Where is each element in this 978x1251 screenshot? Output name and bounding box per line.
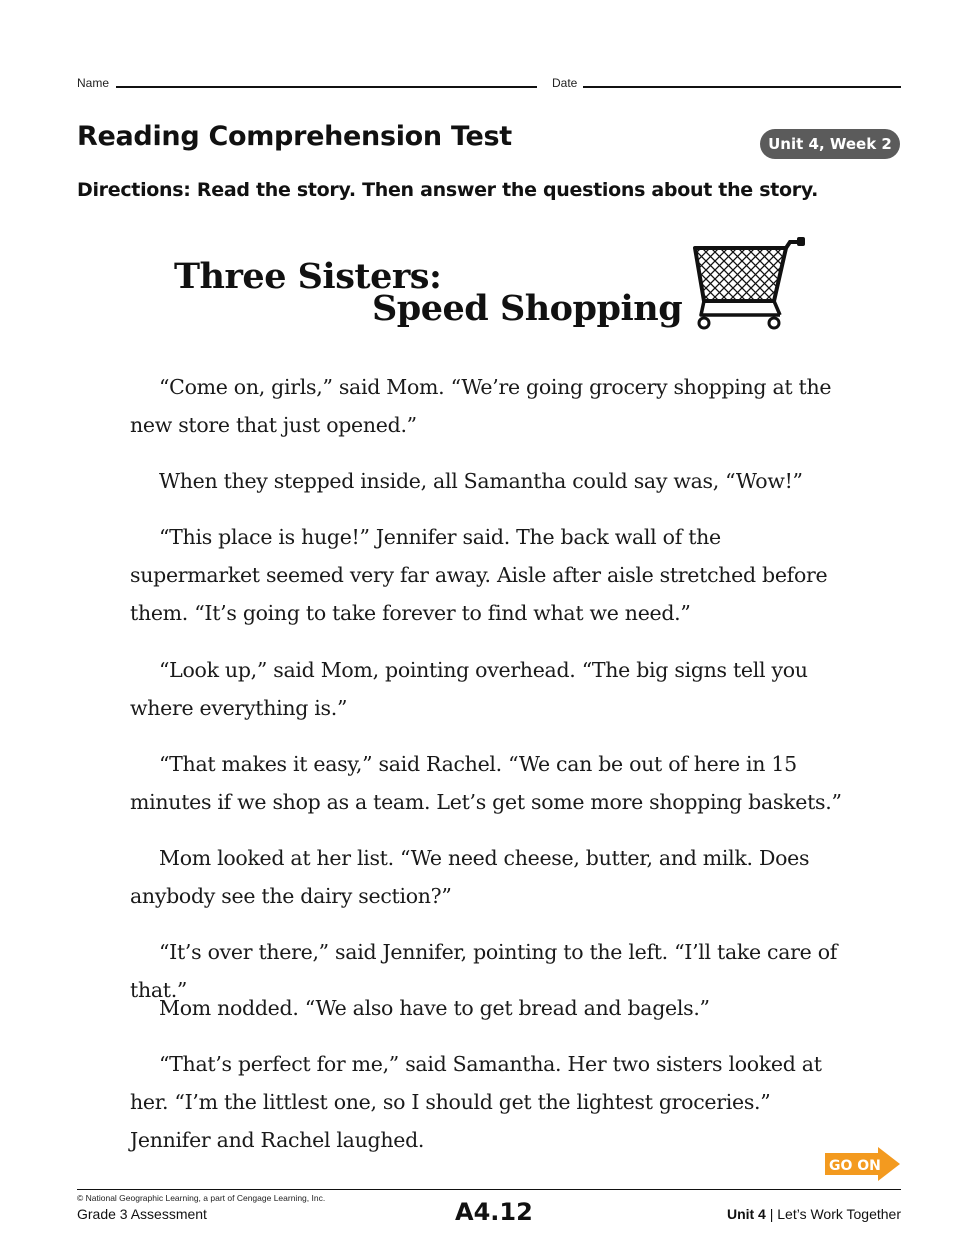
story-title-line1: Three Sisters: (174, 256, 442, 297)
page-title: Reading Comprehension Test (77, 121, 512, 152)
story-paragraph-4: “Look up,” said Mom, pointing overhead. “The big signs tell you where everything is.” (130, 658, 808, 720)
unit-week-badge: Unit 4, Week 2 (760, 129, 900, 159)
copyright: © National Geographic Learning, a part of Cengage Learning, Inc. (77, 1193, 326, 1203)
grade-label: Grade 3 Assessment (77, 1206, 207, 1222)
story-title-line2: Speed Shopping (372, 288, 683, 329)
name-field[interactable] (116, 86, 537, 88)
story-paragraph-1: “Come on, girls,” said Mom. “We’re going grocery shopping at the new store that just opened.” (130, 375, 832, 437)
story-paragraph-9: “That’s perfect for me,” said Samantha. Her two sisters looked at her. “I’m the littlest one, so I should get the lightest groceries.” Jennifer and Rachel laughed. (130, 1052, 822, 1152)
date-label: Date (552, 76, 578, 90)
unit-footer-bold: Unit 4 (726, 1206, 766, 1222)
story-paragraph-6: Mom looked at her list. “We need cheese, butter, and milk. Does anybody see the dairy section?” (130, 846, 810, 908)
go-on-label: GO ON (829, 1158, 881, 1174)
go-on-button[interactable] (822, 1146, 902, 1182)
unit-footer-text: | Let’s Work Together (765, 1206, 901, 1222)
unit-footer (727, 1206, 901, 1222)
shopping-cart-icon (688, 234, 808, 334)
date-field[interactable] (583, 86, 901, 88)
story-paragraph-7: “It’s over there,” said Jennifer, pointing to the left. “I’ll take care of that.” (130, 940, 838, 1002)
story-paragraph-5: “That makes it easy,” said Rachel. “We can be out of here in 15 minutes if we shop as a team. Let’s get some more shopping baskets.” (130, 752, 842, 814)
story-paragraph-8: Mom nodded. “We also have to get bread and bagels.” (159, 996, 710, 1020)
story-paragraph-2: When they stepped inside, all Samantha could say was, “Wow!” (159, 469, 803, 493)
directions-lead: Directions: (77, 179, 191, 201)
page-number: A4.12 (455, 1198, 533, 1226)
directions-text: Read the story. Then answer the questions about the story. (196, 179, 819, 201)
story-paragraph-3: “This place is huge!” Jennifer said. The back wall of the supermarket seemed very far away. Aisle after aisle stretched before them. “It’s going to take forever to find what we need.” (130, 525, 828, 625)
name-label: Name (77, 76, 110, 90)
footer-divider (77, 1189, 901, 1190)
directions (77, 179, 818, 201)
